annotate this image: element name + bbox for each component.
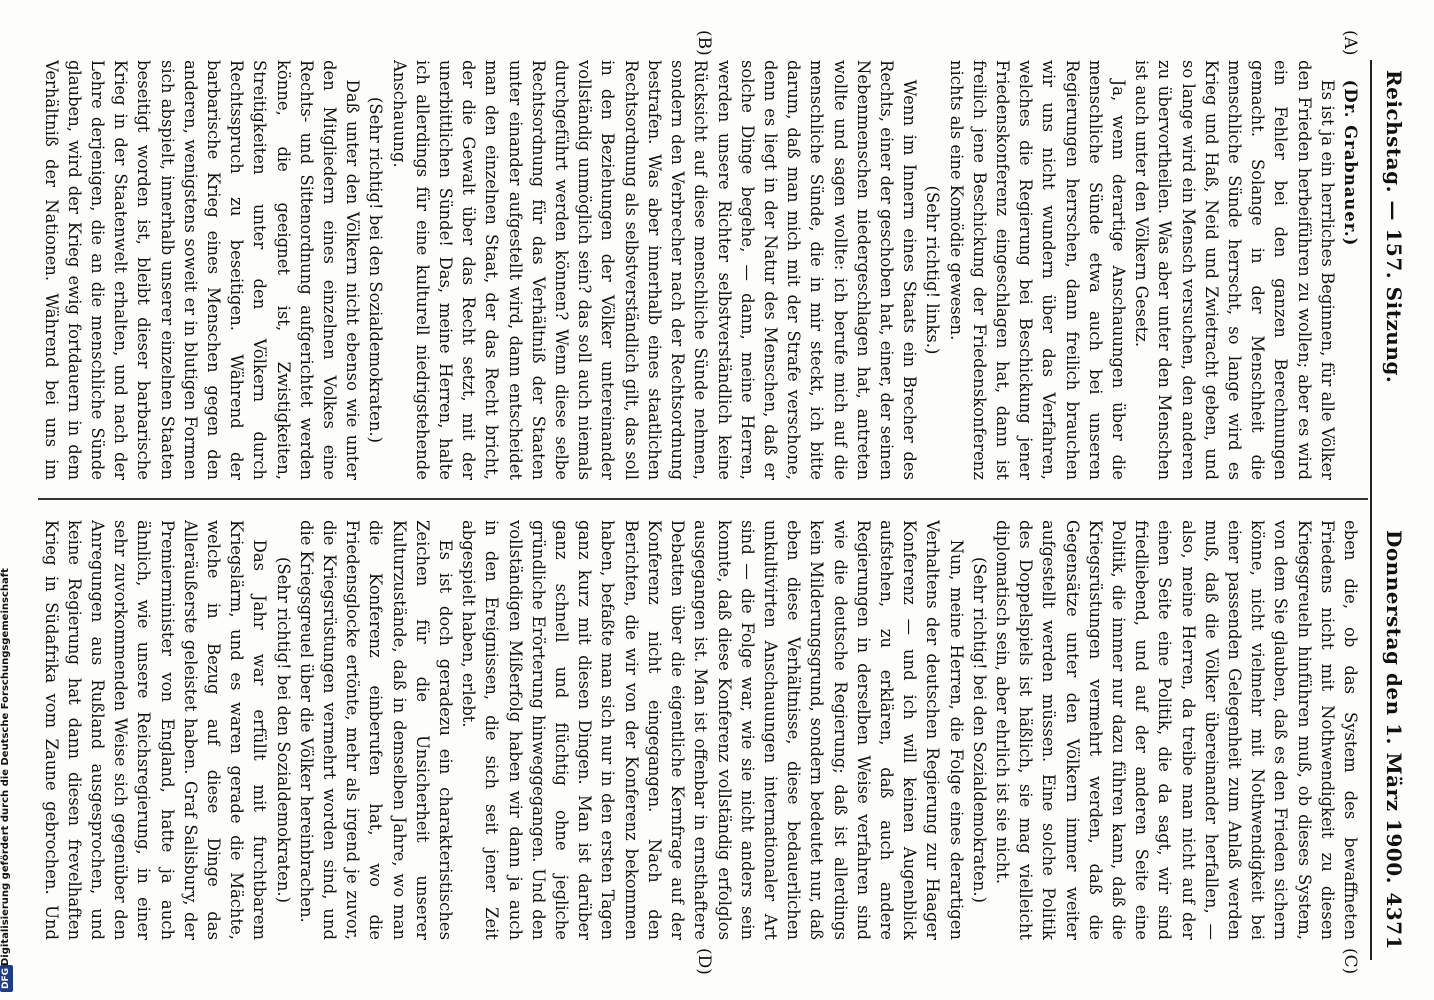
paragraph: Daß unter den Völkern nicht ebenso wie unter den Mitgliedern eines einzelnen Volkes eine Rechts- und Sittenordnung aufgerichtet werden könne, die geeignet ist, Zwistigkeiten, Streitigkeiten unter den Völkern durch Rechtsspruch zu beseitigen. Während der barbarische Krieg eines Menschen gegen den anderen, wenigstens soweit er in blutigen Formen sich abspielt, innerhalb unserer einzelnen Staaten beseitigt worden ist, bleibt dieser barbarische Krieg in der Staatenwelt erhalten, und nach der Lehre derjenigen, die an die menschliche Sünde glauben, wird der Krieg ewig fortdauern in dem Verhältniß der Nationen. Während bei uns im: [42, 60, 363, 480]
header-date: Donnerstag den 1. März 1900.: [1382, 530, 1406, 885]
dfg-logo: DFG: [0, 965, 13, 992]
paragraph: Ja, wenn derartige Anschauungen über die menschliche Sünde etwa auch bei unseren Regierungen herrschen, dann freilich brauchen wir uns nicht wundern über das Verfahren, welches die Regierung bei Beschickung jener Friedenskonferenz eingeschlagen hat, dann ist freilich jene Beschickung der Friedenskonferenz nichts als eine Komödie gewesen.: [946, 60, 1128, 480]
page-number: 4371: [1382, 892, 1406, 950]
paragraph: Es ist ja ein herrliches Beginnen, für alle Völker den Frieden herbeiführen zu wollen; aber es wird ein Fehler bei den ganzen Berechnungen gemacht. Solange in der Menschheit die menschliche Sünde herrscht, so lange wird es Krieg und Haß, Neid und Zwietracht geben, und so lange wird ein Mensch versuchen, den anderen zu übervortheilen. Was aber unter den Menschen ist auch unter den Völkern Gesetz.: [1132, 60, 1337, 480]
margin-marker-a: (A): [1340, 30, 1360, 56]
page-header: [1376, 60, 1406, 960]
interjection: (Sehr richtig! bei den Sozialdemokraten.): [366, 96, 386, 444]
interjection: (Sehr richtig! bei den Sozialdemokraten.): [969, 556, 989, 904]
column-divider: [38, 498, 1368, 500]
paragraph: Das Jahr war erfüllt mit furchtbarem Kriegslärm, und es waren gerade die Mächte, welche in Bezug auf diese Dinge das Alleräußerste geleistet haben. Graf Salisbury, der Premierminister von England, hatte ja auch ähnlich, wie unsere Reichsregierung, in einer sehr zuvorkommenden Weise sich gegenüber den Anregungen aus Rußland ausgesprochen, und keine Regierung hat dann diesen frevelhaften Krieg in Südafrika vom Zaune gebrochen. Und: [42, 520, 270, 940]
footer-text: Digitalisierung gefördert durch die Deutsche Forschungsgemeinschaft: [0, 568, 11, 966]
left-column: [42, 60, 1362, 480]
paragraph: Es ist doch geradezu ein charakteristisches Zeichen für die Unsicherheit unserer Kulturzustände, daß in demselben Jahre, wo man die Konferenz einberufen hat, wo die Friedensglocke ertönte, mehr als irgend je zuvor, die Kriegsrüstungen vermehrt worden sind, und die Kriegsgreuel über die Völker hereinbrachen.: [296, 520, 456, 940]
speaker-line: (Dr. Grabnauer.): [1341, 79, 1360, 247]
paragraph: Wenn im Innern eines Staats ein Brecher des Rechts, einer der geschoben hat, einer, der seinen Nebenmenschen niedergeschlagen hat, antreten wollte und sagen wollte: ich berufe mich auf die menschliche Sünde, die in mir steckt, ich bitte darum, daß man mich mit der Strafe verschone, denn es liegt in der Natur des Menschen, daß er solche Dinge begehe, — dann, meine Herren, werden unsere Richter selbstverständlich keine Rücksicht auf diese menschliche Sünde nehmen, sondern den Verbrecher nach der Rechtsordnung bestrafen. Was aber innerhalb eines staatlichen Rechtsordnung als selbstverständlich gilt, das soll in den Beziehungen der Völker untereinander vollständig unmöglich sein? das soll auch niemals durchgeführt werden können? Wenn diese selbe Rechtsordnung für das Verhältniß der Staaten unter einander aufgestellt wird, dann entscheidet man den einzelnen Staat, der das Recht bricht, der die Gewalt über das Recht setzt, mit der unerbittlichen Sünde! Das, meine Herren, halte ich allerdings für eine kulturell niedrigstehende Anschauung.: [389, 60, 920, 480]
interjection: (Sehr richtig! links.): [923, 185, 943, 355]
interjection: (Sehr richtig! bei den Sozialdemokraten.): [273, 556, 293, 904]
margin-marker-d: (D): [694, 948, 714, 975]
digitization-footer: [0, 0, 14, 1000]
paragraph: eben die, ob das System des bewaffneten Friedens nicht mit Nothwendigkeit zu diesen Kriegsgreueln hinführen muß, ob dieses System, von dem Sie glauben, daß es den Frieden sichern könne, nicht vielmehr mit Nothwendigkeit bei einer passenden Gelegenheit zum Anlaß werden muß, daß die Völker übereinander herfallen, — also, meine Herren, da treibe man nicht auf der einen Seite eine Politik, die da sagt, wir sind friedliebend, und auf der anderen Seite eine Politik, die immer nur dazu führen kann, daß die Kriegsrüstungen vermehrt werden, daß die Gegensätze unter den Völkern immer weiter aufgestellt werden müssen. Eine solche Politik des Doppelspiels ist häßlich, sie mag vielleicht diplomatisch sein, aber ehrlich ist sie nicht.: [992, 520, 1360, 940]
paragraph: Nun, meine Herren, die Folge eines derartigen Verhaltens der deutschen Regierung zur Haager Konferenz — und ich will keinen Augenblick aufstehen, zu erklären, daß auch andere Regierungen in derselben Weise verfahren sind wie die deutsche Regierung; daß ist allerdings kein Milderungsgrund, sondern bedeutet nur, daß eben diese Verhältnisse, diese bedauerlichen unkultivirten Anschauungen internationaler Art sind — die Folge war, wie sie nicht anders sein konnte, daß diese Konferenz vollständig erfolglos ausgegangen ist. Man ist offenbar in ernsthaftere Debatten über die eigentliche Kernfrage auf der Konferenz nicht eingegangen. Nach den Berichten, die wir von der Konferenz bekommen haben, befaßte man sich nur in den ersten Tagen ganz kurz mit diesen Dingen. Man ist darüber ganz schnell und flüchtig ohne jegliche gründliche Erörterung hinweggegangen. Und den vollständigen Mißerfolg haben wir dann ja auch in den Ereignissen, die sich seit jener Zeit abgespielt haben, erlebt.: [459, 520, 966, 940]
header-rule: [1370, 60, 1372, 960]
right-column: [42, 520, 1362, 940]
margin-marker-c: (C): [1340, 948, 1360, 975]
margin-marker-b: (B): [694, 30, 714, 56]
header-title: Reichstag. — 157. Sitzung.: [1382, 70, 1406, 384]
